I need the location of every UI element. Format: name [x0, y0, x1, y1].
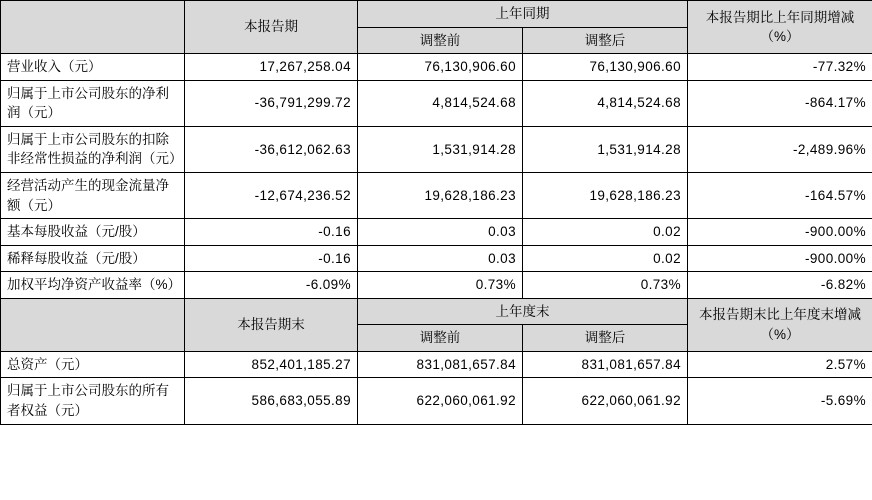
- cell-prior-before: 4,814,524.68: [358, 80, 523, 126]
- cell-prior-before: 831,081,657.84: [358, 351, 523, 378]
- row-label: 归属于上市公司股东的净利润（元）: [1, 80, 185, 126]
- cell-change: -164.57%: [688, 172, 872, 218]
- cell-prior-after: 0.73%: [523, 272, 688, 299]
- row-label: 经营活动产生的现金流量净额（元）: [1, 172, 185, 218]
- header-corner-cell-1: [1, 1, 185, 54]
- table-row: [1, 54, 872, 81]
- cell-prior-before: 76,130,906.60: [358, 54, 523, 81]
- header-corner-cell-2: [1, 298, 185, 351]
- table-row: [1, 172, 872, 218]
- cell-prior-before: 19,628,186.23: [358, 172, 523, 218]
- row-label: 基本每股收益（元/股）: [1, 219, 185, 246]
- table-row: [1, 245, 872, 272]
- cell-current: -6.09%: [185, 272, 358, 299]
- cell-prior-after: 4,814,524.68: [523, 80, 688, 126]
- cell-prior-after: 0.02: [523, 219, 688, 246]
- cell-change: -77.32%: [688, 54, 872, 81]
- table-row: [1, 378, 872, 424]
- table-row: [1, 126, 872, 172]
- header-before-adjust-1: 调整前: [358, 27, 523, 54]
- row-label: 归属于上市公司股东的扣除非经常性损益的净利润（元）: [1, 126, 185, 172]
- cell-current: -36,791,299.72: [185, 80, 358, 126]
- cell-prior-after: 19,628,186.23: [523, 172, 688, 218]
- cell-current: -0.16: [185, 245, 358, 272]
- header-change-period: 本报告期比上年同期增减（%）: [688, 1, 872, 54]
- header-prior-period: 上年同期: [358, 1, 688, 28]
- cell-change: 2.57%: [688, 351, 872, 378]
- table-row: [1, 219, 872, 246]
- row-label: 营业收入（元）: [1, 54, 185, 81]
- cell-prior-after: 1,531,914.28: [523, 126, 688, 172]
- cell-prior-after: 831,081,657.84: [523, 351, 688, 378]
- table-header-row-1: [1, 1, 872, 28]
- cell-current: -12,674,236.52: [185, 172, 358, 218]
- cell-prior-after: 622,060,061.92: [523, 378, 688, 424]
- header-after-adjust-1: 调整后: [523, 27, 688, 54]
- cell-prior-before: 1,531,914.28: [358, 126, 523, 172]
- cell-change: -864.17%: [688, 80, 872, 126]
- cell-change: -900.00%: [688, 219, 872, 246]
- header-before-adjust-2: 调整前: [358, 325, 523, 352]
- table-header-row-3: [1, 298, 872, 325]
- cell-current: -0.16: [185, 219, 358, 246]
- cell-change: -6.82%: [688, 272, 872, 299]
- cell-prior-after: 0.02: [523, 245, 688, 272]
- table-row: [1, 272, 872, 299]
- cell-change: -5.69%: [688, 378, 872, 424]
- row-label: 加权平均净资产收益率（%）: [1, 272, 185, 299]
- header-current-period: 本报告期: [185, 1, 358, 54]
- cell-prior-before: 0.73%: [358, 272, 523, 299]
- row-label: 稀释每股收益（元/股）: [1, 245, 185, 272]
- cell-current: 17,267,258.04: [185, 54, 358, 81]
- cell-prior-before: 0.03: [358, 245, 523, 272]
- cell-prior-before: 0.03: [358, 219, 523, 246]
- table-row: [1, 80, 872, 126]
- cell-prior-before: 622,060,061.92: [358, 378, 523, 424]
- row-label: 归属于上市公司股东的所有者权益（元）: [1, 378, 185, 424]
- cell-prior-after: 76,130,906.60: [523, 54, 688, 81]
- cell-change: -2,489.96%: [688, 126, 872, 172]
- cell-current: 586,683,055.89: [185, 378, 358, 424]
- header-change-period-end: 本报告期末比上年度末增减（%）: [688, 298, 872, 351]
- header-current-period-end: 本报告期末: [185, 298, 358, 351]
- cell-change: -900.00%: [688, 245, 872, 272]
- header-prior-year-end: 上年度末: [358, 298, 688, 325]
- table-row: [1, 351, 872, 378]
- cell-current: 852,401,185.27: [185, 351, 358, 378]
- header-after-adjust-2: 调整后: [523, 325, 688, 352]
- row-label: 总资产（元）: [1, 351, 185, 378]
- cell-current: -36,612,062.63: [185, 126, 358, 172]
